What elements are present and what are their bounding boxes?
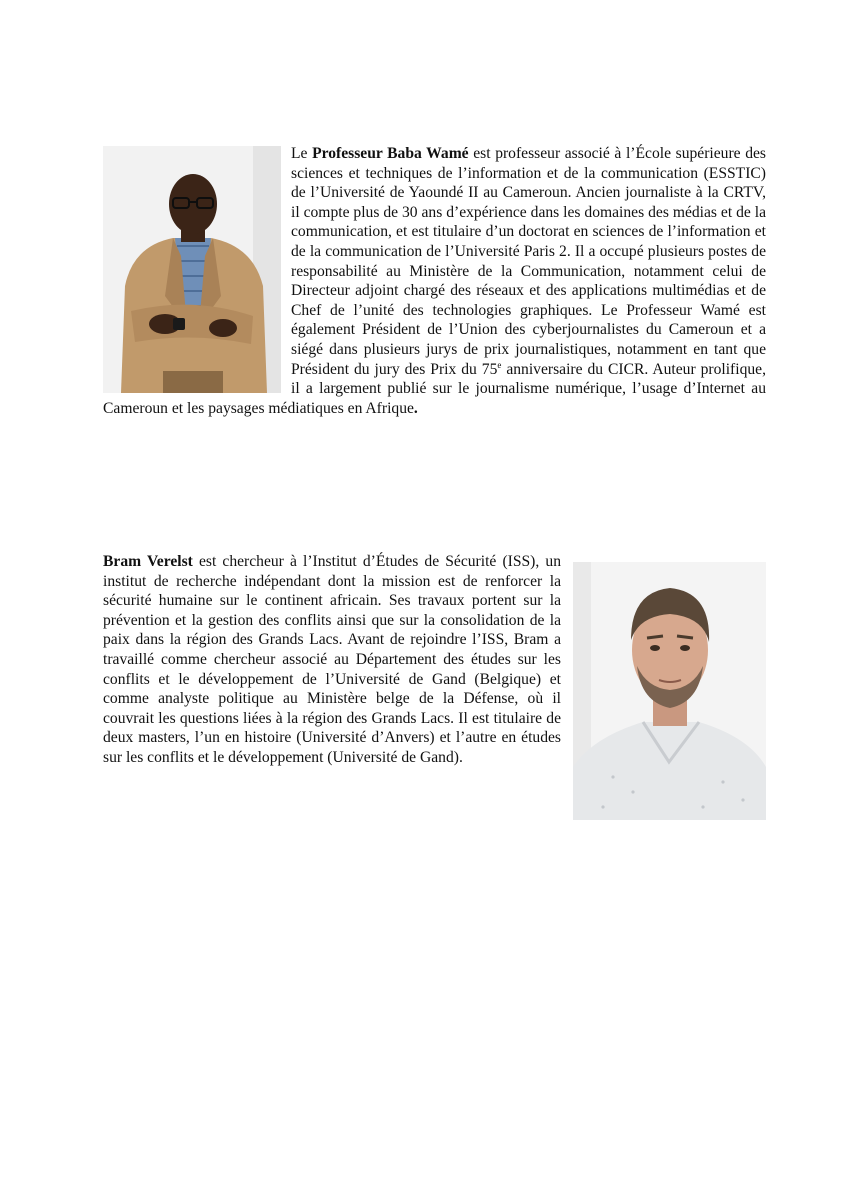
bio1-ordinal-superscript: e: [497, 359, 502, 370]
bio-bram-verelst: [103, 552, 766, 820]
bio2-body: est chercheur à l’Institut d’Études de Sécurité (ISS), un institut de recherche indépendant dont la mission est de renforcer la sécurité humaine sur le continent africain. Ses travaux portent sur la prévention et la gestion des conflits ainsi que sur la consolidation de la paix dans la région des Grands Lacs. Avant de rejoindre l’ISS, Bram a travaillé comme chercheur associé au Département des études sur les conflits et le développement de l’Université de Gand (Belgique) et comme analyste politique au Ministère belge de la Défense, où il couvrait les questions liées à la région des Grands Lacs. Il est titulaire de deux masters, l’un en histoire (Université d’Anvers) et l’autre en études sur les conflits et le développement (Université de Gand).: [103, 553, 561, 766]
bio2-name: Bram Verelst: [103, 553, 193, 570]
bio1-body-end: anniversaire du CICR. Auteur prolifique, il a largement publié sur le journalisme numérique, l’usage d’Internet au Cameroun et les paysages médiatiques en Afrique: [103, 360, 767, 417]
portrait-baba-wame: [103, 146, 281, 393]
bio1-body: est professeur associé à l’École supérieure des sciences et techniques de l’information et de la communication (ESSTIC) de l’Université de Yaoundé II au Cameroun. Ancien journaliste à la CRTV, il compte plus de 30 ans d’expérience dans les domaines des médias et de la communication, et est titulaire d’un doctorat en sciences de l’information et de la communication de l’Université Paris 2. Il a occupé plusieurs postes de responsabilité au Ministère de la Communication, notamment celui de Directeur adjoint chargé des réseaux et des applications multimédias et de Chef de l’unité des technologies graphiques. Le Professeur Wamé est également Président de l’Union des cyberjournalistes du Cameroun et a siégé dans plusieurs jurys de prix journalistiques, notamment en tant que Président du jury des Prix du 75: [291, 145, 766, 378]
bio-baba-wame: [103, 144, 766, 418]
bio1-final-period: .: [413, 399, 418, 417]
portrait-bram-verelst: [573, 562, 766, 820]
bio1-intro: Le: [291, 145, 313, 162]
bio1-name: Professeur Baba Wamé: [312, 145, 469, 162]
